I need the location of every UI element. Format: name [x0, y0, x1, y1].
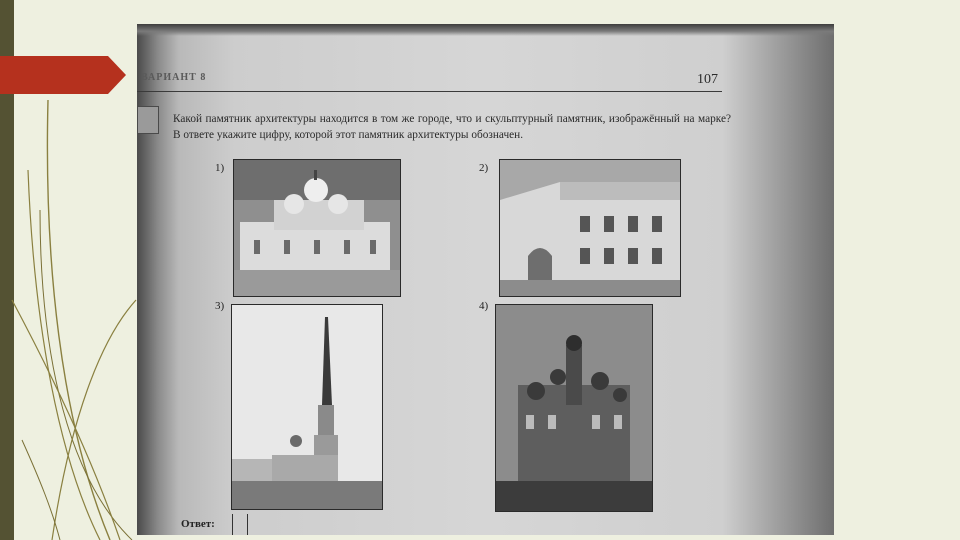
- option-1-image: [233, 159, 401, 297]
- variant-header: ВАРИАНТ 8: [141, 72, 207, 83]
- question-text: Какой памятник архитектуры находится в том же городе, что и скульптурный памятник, изображённый на марке? В ответе укажите цифру, которой этот памятник архитектуры обозначен.: [173, 113, 731, 141]
- textbook-page-photo: [137, 24, 834, 535]
- red-arrow-tab: [0, 56, 126, 94]
- task-number-box: [137, 106, 159, 134]
- option-4-label: 4): [479, 300, 489, 312]
- answer-label: Ответ:: [181, 518, 215, 530]
- answer-box: [232, 514, 248, 535]
- option-2-label: 2): [479, 162, 489, 174]
- option-3-label: 3): [215, 300, 225, 312]
- header-rule: [137, 91, 722, 92]
- option-2-image: [499, 159, 681, 297]
- option-3-image: [231, 304, 383, 510]
- option-1-label: 1): [215, 162, 225, 174]
- page-number: 107: [697, 72, 718, 87]
- option-4-image: [495, 304, 653, 512]
